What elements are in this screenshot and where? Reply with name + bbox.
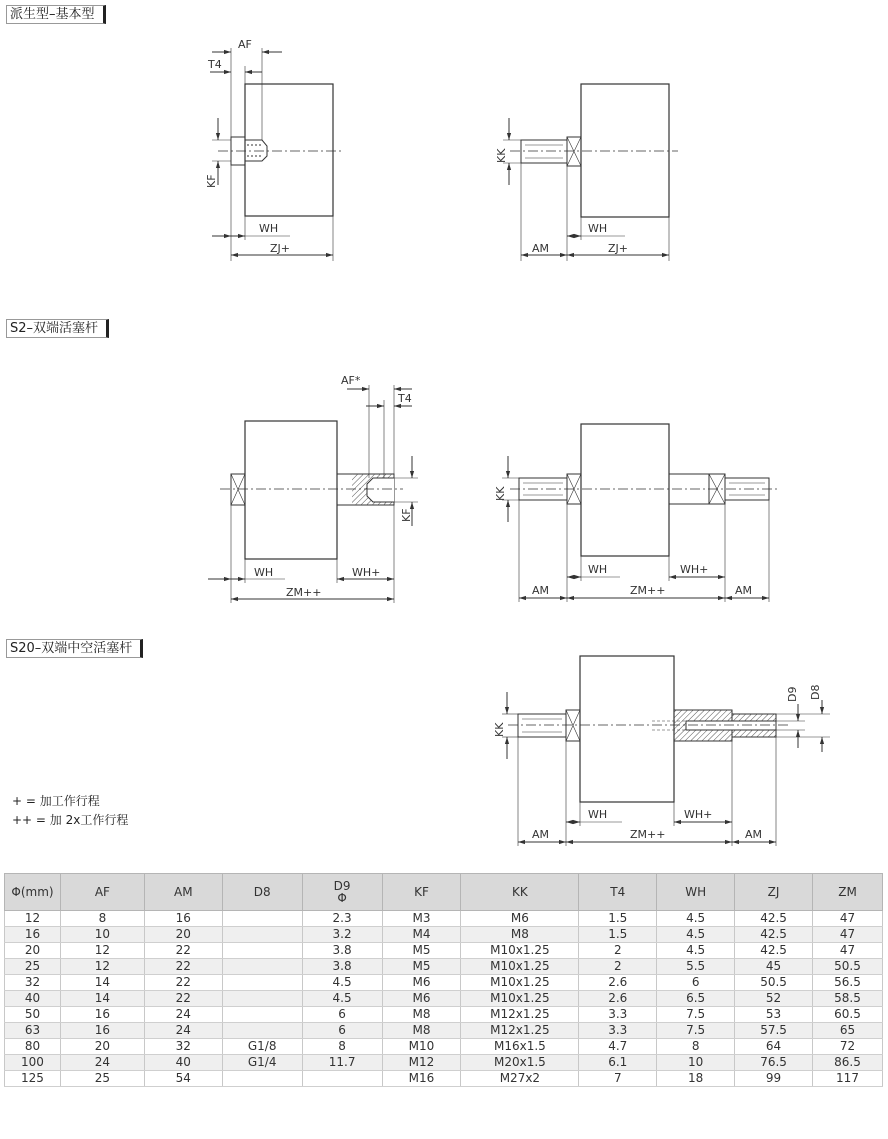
dim-label-af-star: AF* (341, 374, 361, 387)
cell-kk: M12x1.25 (461, 1023, 579, 1039)
dim-label-zj: ZJ+ (270, 242, 290, 255)
cell-wh: 18 (657, 1071, 735, 1087)
cell-t4: 2.6 (579, 975, 657, 991)
cell-wh: 10 (657, 1055, 735, 1071)
cell-d8: G1/4 (222, 1055, 302, 1071)
cell-bore: 63 (5, 1023, 61, 1039)
cell-zm: 47 (813, 927, 883, 943)
cell-zm: 50.5 (813, 959, 883, 975)
dim-label-am: AM (532, 242, 550, 255)
dim-label-wh: WH (259, 222, 279, 235)
cell-zj: 42.5 (735, 911, 813, 927)
drawing-s2-female (208, 385, 418, 603)
table-row (5, 1007, 883, 1023)
cell-zj: 45 (735, 959, 813, 975)
cell-zm: 117 (813, 1071, 883, 1087)
table-row (5, 927, 883, 943)
cell-af: 14 (60, 991, 144, 1007)
dim-label-kk: KK (494, 486, 507, 501)
dim-label-am: AM (745, 828, 763, 841)
dim-label-zm: ZM++ (630, 584, 666, 597)
dim-label-wh: WH (588, 563, 608, 576)
table-row (5, 943, 883, 959)
cell-am: 32 (144, 1039, 222, 1055)
cell-d9: 3.8 (302, 959, 382, 975)
cell-d8 (222, 975, 302, 991)
cell-d8: G1/8 (222, 1039, 302, 1055)
cell-am: 40 (144, 1055, 222, 1071)
dim-label-am: AM (532, 828, 550, 841)
cell-wh: 6.5 (657, 991, 735, 1007)
legend-stroke: + = 加工作行程 (12, 794, 100, 808)
cell-zj: 42.5 (735, 927, 813, 943)
col-header-kf: KF (382, 874, 461, 911)
cell-kf: M6 (382, 991, 461, 1007)
cell-bore: 16 (5, 927, 61, 943)
cell-am: 24 (144, 1023, 222, 1039)
dim-label-wh-plus: WH+ (684, 808, 713, 821)
cell-t4: 1.5 (579, 911, 657, 927)
col-header-d9 (302, 874, 382, 911)
cell-kk: M8 (461, 927, 579, 943)
cell-bore: 50 (5, 1007, 61, 1023)
cell-t4: 3.3 (579, 1007, 657, 1023)
cell-wh: 4.5 (657, 927, 735, 943)
cell-kf: M6 (382, 975, 461, 991)
cell-zj: 50.5 (735, 975, 813, 991)
col-header-d9-sub: Φ (337, 891, 347, 905)
cell-bore: 20 (5, 943, 61, 959)
cell-t4: 1.5 (579, 927, 657, 943)
dim-label-kf: KF (400, 508, 413, 522)
cell-d9: 6 (302, 1007, 382, 1023)
cell-kk: M6 (461, 911, 579, 927)
table-row (5, 1055, 883, 1071)
cell-zj: 99 (735, 1071, 813, 1087)
dim-label-kk: KK (495, 148, 508, 163)
col-header-wh: WH (657, 874, 735, 911)
cell-wh: 6 (657, 975, 735, 991)
section-title-s20: S20–双端中空活塞杆 (6, 639, 143, 658)
col-header-am: AM (144, 874, 222, 911)
cell-t4: 7 (579, 1071, 657, 1087)
table-row (5, 1023, 883, 1039)
cell-am: 16 (144, 911, 222, 927)
cell-bore: 100 (5, 1055, 61, 1071)
table-row (5, 991, 883, 1007)
cell-d8 (222, 1023, 302, 1039)
cell-zm: 58.5 (813, 991, 883, 1007)
cell-zj: 52 (735, 991, 813, 1007)
cell-zj: 76.5 (735, 1055, 813, 1071)
cell-t4: 2 (579, 959, 657, 975)
cell-zj: 53 (735, 1007, 813, 1023)
cell-kk: M16x1.5 (461, 1039, 579, 1055)
cell-af: 10 (60, 927, 144, 943)
cell-t4: 2.6 (579, 991, 657, 1007)
cell-am: 22 (144, 991, 222, 1007)
dim-label-kk: KK (493, 722, 506, 737)
cell-af: 25 (60, 1071, 144, 1087)
cell-kf: M16 (382, 1071, 461, 1087)
cell-bore: 125 (5, 1071, 61, 1087)
cell-d9: 6 (302, 1023, 382, 1039)
cell-bore: 80 (5, 1039, 61, 1055)
dim-label-zm: ZM++ (286, 586, 322, 599)
cell-zj: 42.5 (735, 943, 813, 959)
cell-wh: 8 (657, 1039, 735, 1055)
dim-label-d8: D8 (809, 684, 822, 700)
spec-table (4, 873, 883, 1087)
cell-kf: M4 (382, 927, 461, 943)
dim-label-wh: WH (254, 566, 274, 579)
cell-d9: 2.3 (302, 911, 382, 927)
cell-wh: 7.5 (657, 1007, 735, 1023)
table-row (5, 959, 883, 975)
cell-af: 16 (60, 1007, 144, 1023)
cell-kk: M10x1.25 (461, 991, 579, 1007)
dim-label-wh-plus: WH+ (352, 566, 381, 579)
table-row (5, 1071, 883, 1087)
col-header-d8: D8 (222, 874, 302, 911)
cell-bore: 25 (5, 959, 61, 975)
cell-d9: 8 (302, 1039, 382, 1055)
cell-zm: 47 (813, 911, 883, 927)
cell-d8 (222, 991, 302, 1007)
col-header-t4: T4 (579, 874, 657, 911)
table-header-row (5, 874, 883, 911)
cell-wh: 7.5 (657, 1023, 735, 1039)
cell-af: 8 (60, 911, 144, 927)
dim-label-am: AM (735, 584, 753, 597)
col-header-bore: Φ(mm) (5, 874, 61, 911)
cell-d8 (222, 927, 302, 943)
cell-d8 (222, 911, 302, 927)
cell-af: 16 (60, 1023, 144, 1039)
cell-af: 24 (60, 1055, 144, 1071)
dim-label-zj: ZJ+ (608, 242, 628, 255)
section-title-s2: S2–双端活塞杆 (6, 319, 109, 338)
cell-kk: M12x1.25 (461, 1007, 579, 1023)
dim-label-wh-plus: WH+ (680, 563, 709, 576)
dim-label-kf: KF (205, 174, 218, 188)
cell-t4: 6.1 (579, 1055, 657, 1071)
cell-zm: 56.5 (813, 975, 883, 991)
dim-label-af: AF (238, 38, 252, 51)
cell-t4: 3.3 (579, 1023, 657, 1039)
cell-am: 22 (144, 959, 222, 975)
cell-d9 (302, 1071, 382, 1087)
cell-am: 54 (144, 1071, 222, 1087)
cell-zj: 64 (735, 1039, 813, 1055)
cell-zj: 57.5 (735, 1023, 813, 1039)
section-title-basic: 派生型–基本型 (6, 5, 106, 24)
drawing-s2-male (502, 424, 780, 602)
cell-kf: M8 (382, 1023, 461, 1039)
drawing-s20-hollow (502, 656, 830, 846)
cell-zm: 65 (813, 1023, 883, 1039)
cell-kf: M5 (382, 959, 461, 975)
cell-af: 20 (60, 1039, 144, 1055)
cell-am: 22 (144, 943, 222, 959)
cell-kk: M10x1.25 (461, 975, 579, 991)
col-header-zm: ZM (813, 874, 883, 911)
cell-t4: 2 (579, 943, 657, 959)
cell-zm: 86.5 (813, 1055, 883, 1071)
col-header-zj: ZJ (735, 874, 813, 911)
cell-bore: 32 (5, 975, 61, 991)
cell-am: 22 (144, 975, 222, 991)
cell-af: 14 (60, 975, 144, 991)
cell-d9: 3.2 (302, 927, 382, 943)
cell-kf: M10 (382, 1039, 461, 1055)
cell-d8 (222, 959, 302, 975)
dim-label-am: AM (532, 584, 550, 597)
cell-wh: 4.5 (657, 943, 735, 959)
col-header-d9-label: D9 (333, 879, 351, 893)
table-row (5, 911, 883, 927)
cell-d8 (222, 1007, 302, 1023)
dim-label-wh: WH (588, 808, 608, 821)
cell-zm: 72 (813, 1039, 883, 1055)
dim-label-wh: WH (588, 222, 608, 235)
cell-af: 12 (60, 943, 144, 959)
dim-label-t4: T4 (398, 392, 412, 405)
col-header-af: AF (60, 874, 144, 911)
cell-af: 12 (60, 959, 144, 975)
table-row (5, 1039, 883, 1055)
cell-kf: M12 (382, 1055, 461, 1071)
legend-double-stroke: ++ = 加 2x工作行程 (12, 813, 129, 827)
cell-wh: 5.5 (657, 959, 735, 975)
cell-d9: 4.5 (302, 975, 382, 991)
dim-label-t4: T4 (208, 58, 222, 71)
dim-label-d9: D9 (786, 686, 799, 702)
table-row (5, 975, 883, 991)
cell-kk: M27x2 (461, 1071, 579, 1087)
cell-kk: M10x1.25 (461, 959, 579, 975)
cell-zm: 47 (813, 943, 883, 959)
cell-d8 (222, 943, 302, 959)
cell-d8 (222, 1071, 302, 1087)
cell-t4: 4.7 (579, 1039, 657, 1055)
cell-kf: M8 (382, 1007, 461, 1023)
cell-d9: 4.5 (302, 991, 382, 1007)
cell-bore: 40 (5, 991, 61, 1007)
cell-kk: M10x1.25 (461, 943, 579, 959)
cell-bore: 12 (5, 911, 61, 927)
cell-am: 24 (144, 1007, 222, 1023)
cell-d9: 3.8 (302, 943, 382, 959)
cell-am: 20 (144, 927, 222, 943)
cell-zm: 60.5 (813, 1007, 883, 1023)
cell-wh: 4.5 (657, 911, 735, 927)
dim-label-zm: ZM++ (630, 828, 666, 841)
cell-kk: M20x1.5 (461, 1055, 579, 1071)
col-header-kk: KK (461, 874, 579, 911)
cell-d9: 11.7 (302, 1055, 382, 1071)
cell-kf: M3 (382, 911, 461, 927)
cell-kf: M5 (382, 943, 461, 959)
